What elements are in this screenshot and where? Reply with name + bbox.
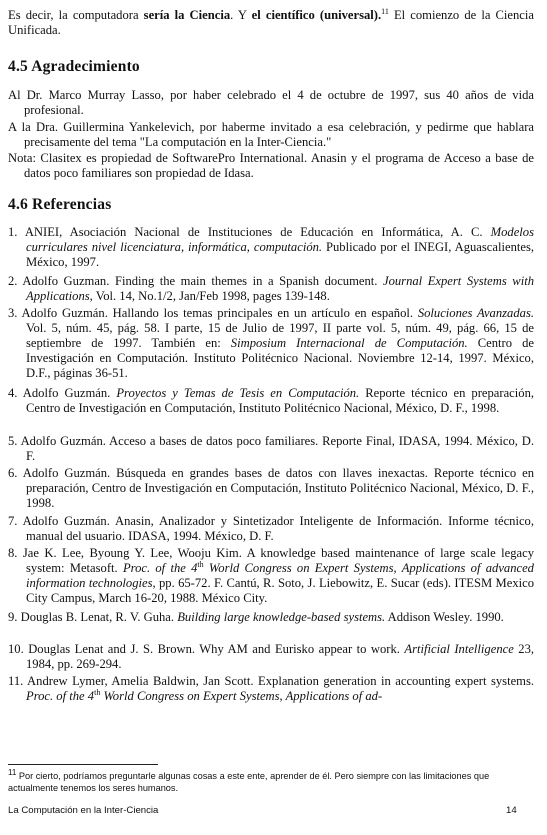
- reference-item: [8, 274, 534, 304]
- ref-superscript: th: [197, 559, 204, 569]
- ref-title: World Congress on Expert Systems, Applications of ad-: [100, 689, 383, 703]
- section-heading-agradecimiento: 4.5 Agradecimiento: [8, 58, 140, 75]
- ref-text: Vol. 14, No.1/2, Jan/Feb 1998, pages 139-148.: [92, 289, 330, 303]
- ref-superscript: th: [94, 687, 101, 697]
- ref-text: 8. Jae K. Lee, Byoung Y. Lee, Wooju Kim. A knowledge based maintenance of large scale legacy system: Metasoft.: [8, 546, 534, 575]
- ref-text: 9. Douglas B. Lenat, R. V. Guha.: [8, 610, 178, 624]
- ref-title: World Congress on Expert Systems, Applications of advanced information technologies,: [26, 561, 534, 590]
- ref-text: 2. Adolfo Guzman. Finding the main themes in a Spanish document.: [8, 274, 383, 288]
- reference-item: [8, 642, 534, 672]
- ref-title: Proyectos y Temas de Tesis en Computación.: [116, 386, 360, 400]
- ref-title: Proc. of the 4: [122, 561, 198, 575]
- ref-text: pp. 65-72. F. Cantú, R. Soto, J. Liebowitz, E. Sucar (eds). ITESM Mexico City Campus, March 16-20, 1988. México City.: [26, 576, 534, 605]
- ref-text: Reporte técnico en preparación, Centro de Investigación en Computación, Instituto Politécnico Nacional, México, D. F., 1998.: [26, 386, 535, 415]
- ref-title: Journal Expert Systems with Applications,: [26, 274, 534, 303]
- footnote-number: 11: [8, 767, 17, 777]
- ref-text: 10. Douglas Lenat and J. S. Brown. Why AM and Eurisko appear to work.: [8, 642, 405, 656]
- ref-title: Modelos curriculares nivel licenciatura, informática, computación.: [26, 225, 534, 254]
- intro-text: . Y: [230, 8, 252, 22]
- reference-item: 7. Adolfo Guzmán. Anasin, Analizador y Sintetizador Inteligente de Información. Informe técnico, manual del usuario. IDASA, 1994. México, D. F.: [8, 514, 534, 543]
- ref-title: Artificial Intelligence: [404, 642, 514, 656]
- ref-text: Vol. 5, núm. 45, pág. 58. I parte, 15 de Julio de 1997, II parte vol. 5, núm. 49, pág. 66, 15 de septiembre de 1997. También en:: [26, 321, 534, 350]
- paragraph-ack-2: A la Dra. Guillermina Yankelevich, por haberme invitado a esa celebración, y pedirme que hablara precisamente del tema "La computación en la Inter-Ciencia.": [8, 120, 534, 149]
- ref-title: Proc. of the 4: [26, 689, 95, 703]
- footer-title: La Computación en la Inter-Ciencia: [8, 805, 159, 816]
- intro-bold: el científico (universal): [251, 8, 378, 22]
- ref-text: Publicado por el INEGI, Aguascalientes, México, 1997.: [26, 240, 534, 269]
- ref-text: 11. Andrew Lymer, Amelia Baldwin, Jan Scott. Explanation generation in accounting expert systems.: [8, 674, 534, 688]
- ref-text: 3. Adolfo Guzmán. Hallando los temas principales en un artículo en español.: [8, 306, 418, 320]
- ref-text: Centro de Investigación en Computación. Instituto Politécnico Nacional. Noviembre 12-14, 1997. México, D.F., páginas 36-51.: [26, 336, 534, 380]
- paragraph-note: Nota: Clasitex es propiedad de SoftwarePro International. Anasin y el programa de Acceso a base de datos poco familiares son propiedad de Idasa.: [8, 151, 534, 180]
- ref-title: Building large knowledge-based systems.: [177, 610, 386, 624]
- reference-item: [8, 674, 534, 704]
- intro-paragraph: [8, 8, 534, 38]
- reference-item: 6. Adolfo Guzmán. Búsqueda en grandes bases de datos con llaves inexactas. Reporte técnico en preparación, Centro de Investigación en Computación, Instituto Politécnico Nacional, México, D. F., 1998.: [8, 466, 534, 510]
- footnote-text: Por cierto, podríamos preguntarle algunas cosas a este ente, aprender de él. Pero siempre con las limitaciones que actualmente tenemos los seres humanos.: [8, 771, 490, 793]
- ref-title: Simposium Internacional de Computación.: [230, 336, 468, 350]
- intro-text: .: [378, 8, 382, 22]
- footnote-divider: [8, 764, 158, 765]
- ref-text: 4. Adolfo Guzmán.: [8, 386, 117, 400]
- page-number: 14: [506, 805, 517, 816]
- reference-item: [8, 225, 534, 270]
- reference-item: 5. Adolfo Guzmán. Acceso a bases de datos poco familiares. Reporte Final, IDASA, 1994. México, D. F.: [8, 434, 534, 463]
- ref-text: 1. ANIEI, Asociación Nacional de Instituciones de Educación en Informática, A. C.: [8, 225, 491, 239]
- reference-item: [8, 546, 534, 606]
- paragraph-ack-1: Al Dr. Marco Murray Lasso, por haber celebrado el 4 de octubre de 1997, sus 40 años de vida profesional.: [8, 88, 534, 117]
- intro-text: El comienzo de la Ciencia Unificada.: [8, 8, 534, 37]
- reference-item: [8, 610, 534, 625]
- reference-item: [8, 386, 534, 416]
- ref-text: 23, 1984, pp. 269-294.: [26, 642, 535, 671]
- intro-text: Es decir, la computadora: [8, 8, 144, 22]
- reference-item: [8, 306, 534, 381]
- footnote: [8, 767, 534, 794]
- intro-bold: sería la Ciencia: [143, 8, 231, 22]
- section-heading-referencias: 4.6 Referencias: [8, 196, 112, 213]
- footnote-marker: 11: [381, 6, 389, 16]
- ref-title: Soluciones Avanzadas.: [417, 306, 534, 320]
- ref-text: Addison Wesley. 1990.: [385, 610, 504, 624]
